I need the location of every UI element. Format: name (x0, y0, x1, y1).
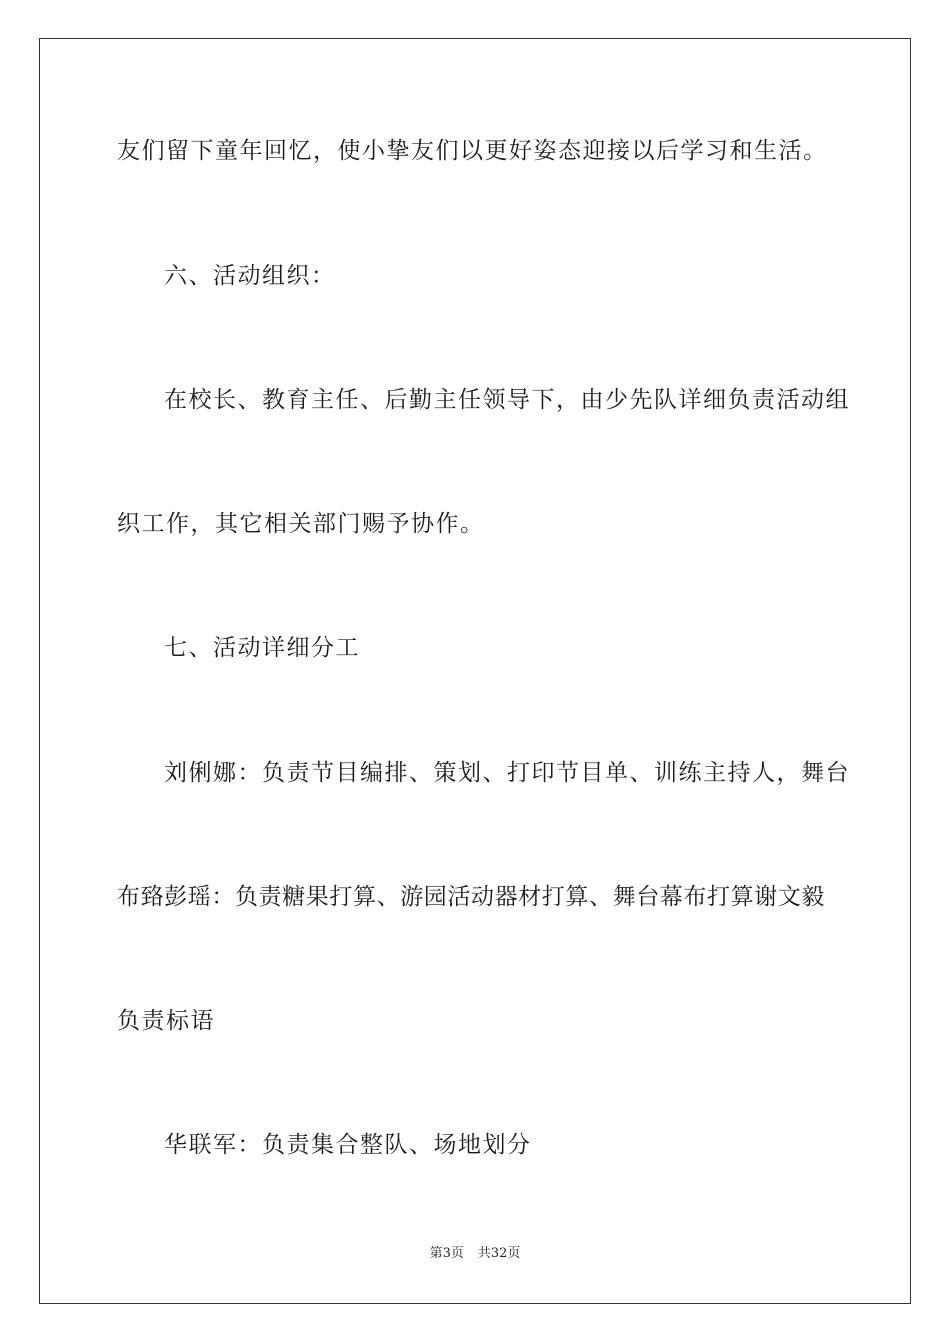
page-border (39, 38, 911, 1304)
section-heading: 六、活动组织： (164, 263, 336, 289)
section-heading: 七、活动详细分工 (164, 635, 360, 661)
paragraph-line: 在校长、教育主任、后勤主任领导下，由少先队详细负责活动组 (164, 387, 850, 413)
page-footer (0, 1245, 950, 1263)
paragraph-line: 负责标语 (117, 1008, 215, 1034)
paragraph-line: 刘俐娜：负责节目编排、策划、打印节目单、训练主持人，舞台 (164, 760, 850, 786)
page-number: 第3页 (429, 1246, 464, 1261)
page-total: 共32页 (477, 1246, 521, 1261)
paragraph-line: 织工作，其它相关部门赐予协作。 (117, 511, 485, 537)
paragraph-line: 友们留下童年回忆，使小挚友们以更好姿态迎接以后学习和生活。 (117, 138, 828, 164)
paragraph-line: 布臵彭瑶：负责糖果打算、游园活动器材打算、舞台幕布打算谢文毅 (117, 884, 825, 910)
paragraph-line: 华联军：负责集合整队、场地划分 (164, 1132, 532, 1158)
